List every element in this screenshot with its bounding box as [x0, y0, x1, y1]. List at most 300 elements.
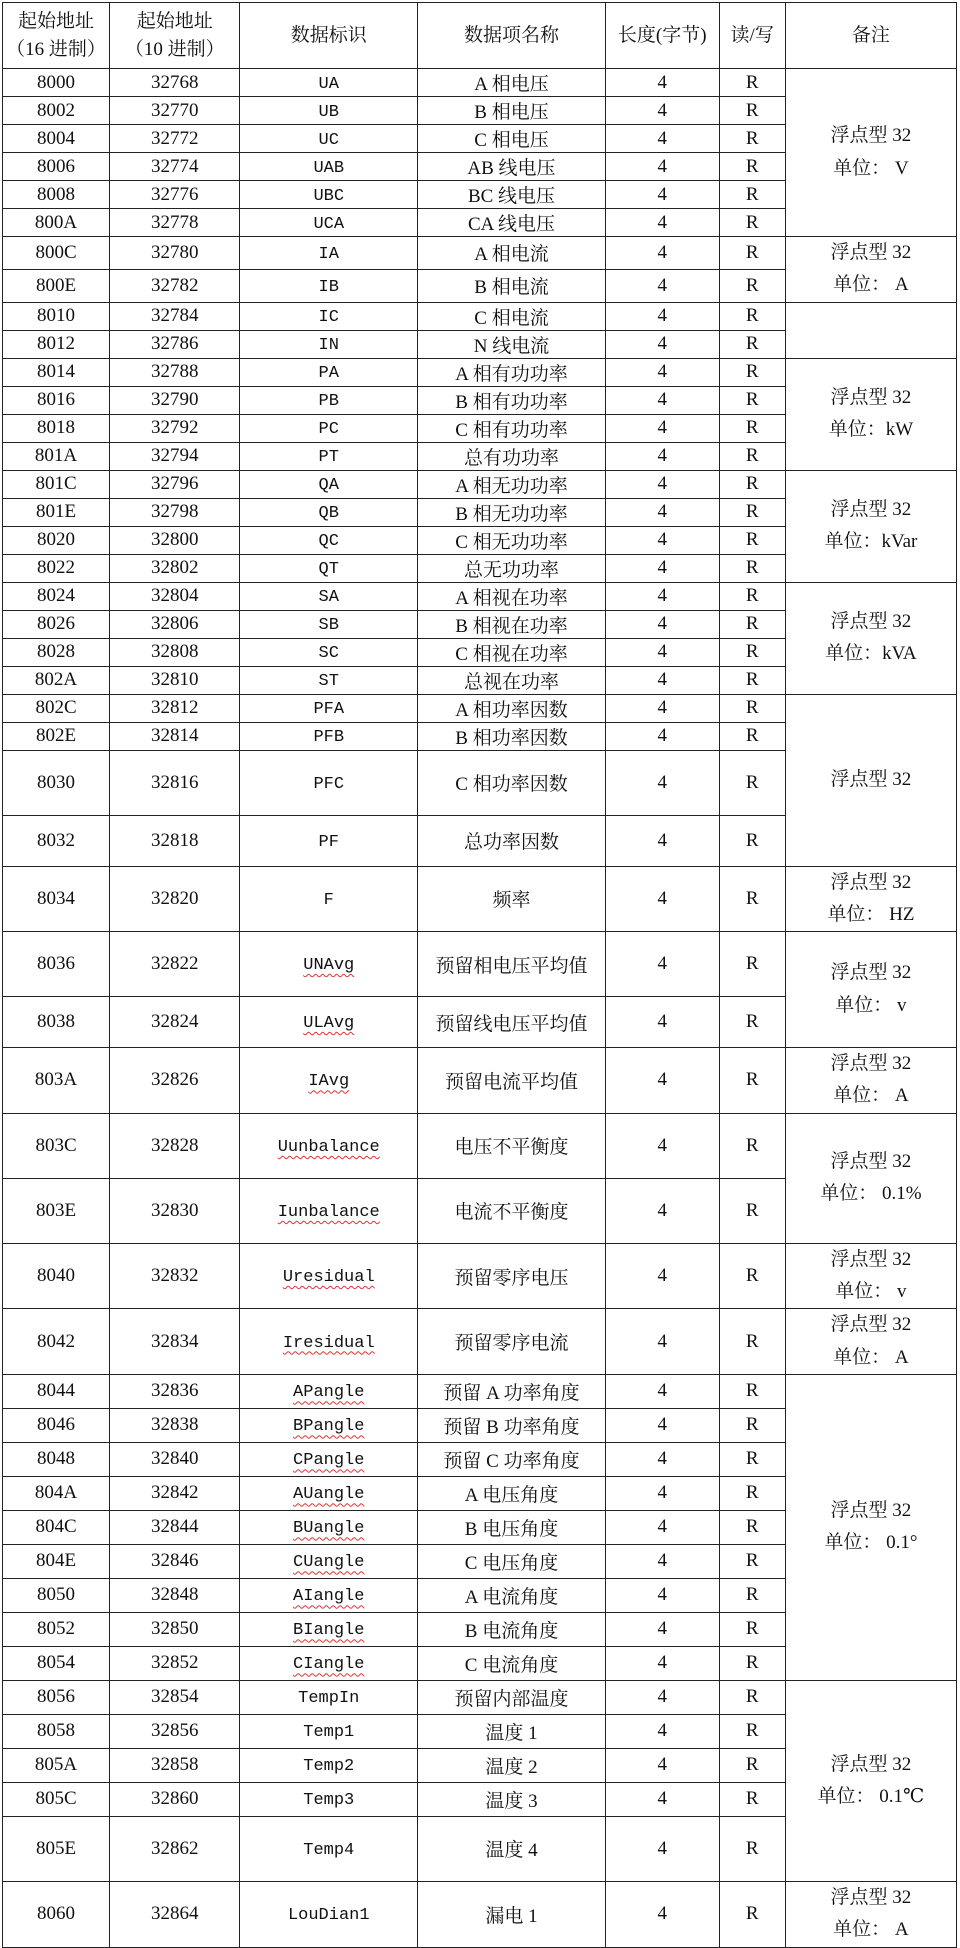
- start-address-dec: 32856: [110, 1714, 240, 1748]
- item-name: B 相无功功率: [418, 498, 606, 526]
- data-id: IA: [240, 237, 418, 270]
- remark-cell: [785, 1243, 956, 1309]
- remark-cell: [785, 866, 956, 932]
- start-address-hex: 8024: [3, 582, 110, 610]
- remark-type: 浮点型 32: [830, 962, 912, 984]
- start-address-hex: 804E: [3, 1544, 110, 1578]
- item-name: 总无功功率: [418, 554, 606, 582]
- item-name: 预留相电压平均值: [418, 932, 606, 997]
- header-remark: 备注: [785, 3, 956, 69]
- remark-cell: [785, 1680, 956, 1881]
- read-write: R: [719, 97, 785, 125]
- start-address-dec: 32804: [110, 582, 240, 610]
- item-name: 预留线电压平均值: [418, 997, 606, 1048]
- start-address-dec: 32810: [110, 666, 240, 694]
- remark-type: 浮点型 32: [830, 242, 912, 263]
- start-address-dec: 32862: [110, 1816, 240, 1881]
- remark-cell: [785, 470, 956, 582]
- register-map-table: [2, 2, 957, 1948]
- table-row: [3, 470, 957, 498]
- length-bytes: 4: [605, 1714, 719, 1748]
- length-bytes: 4: [605, 666, 719, 694]
- data-id: CPangle: [240, 1442, 418, 1476]
- start-address-dec: 32780: [110, 237, 240, 270]
- data-id: UBC: [240, 181, 418, 209]
- remark-type: 浮点型 32: [830, 125, 912, 147]
- start-address-hex: 8002: [3, 97, 110, 125]
- start-address-dec: 32864: [110, 1881, 240, 1947]
- data-id: PFC: [240, 750, 418, 815]
- read-write: R: [719, 1748, 785, 1782]
- start-address-hex: 8038: [3, 997, 110, 1048]
- length-bytes: 4: [605, 125, 719, 153]
- data-id: QB: [240, 498, 418, 526]
- item-name: B 电流角度: [418, 1612, 606, 1646]
- start-address-dec: 32824: [110, 997, 240, 1048]
- start-address-dec: 32792: [110, 414, 240, 442]
- start-address-hex: 801E: [3, 498, 110, 526]
- remark-type: 浮点型 32: [830, 1248, 912, 1270]
- start-address-hex: 8000: [3, 69, 110, 97]
- item-name: 预留零序电流: [418, 1309, 606, 1375]
- start-address-dec: 32838: [110, 1408, 240, 1442]
- data-id: IAvg: [240, 1048, 418, 1114]
- remark-cell: [785, 694, 956, 866]
- table-row: [3, 1243, 957, 1309]
- read-write: R: [719, 153, 785, 181]
- item-name: AB 线电压: [418, 153, 606, 181]
- start-address-dec: 32834: [110, 1309, 240, 1375]
- item-name: A 电压角度: [418, 1476, 606, 1510]
- start-address-dec: 32800: [110, 526, 240, 554]
- data-id: SA: [240, 582, 418, 610]
- item-name: B 相电流: [418, 269, 606, 302]
- remark-unit: 单位： 0.1℃: [817, 1785, 925, 1807]
- length-bytes: 4: [605, 1309, 719, 1375]
- item-name: 温度 4: [418, 1816, 606, 1881]
- start-address-hex: 8022: [3, 554, 110, 582]
- remark-unit: 单位：kW: [828, 419, 914, 441]
- data-id: PF: [240, 815, 418, 866]
- data-id: Temp2: [240, 1748, 418, 1782]
- length-bytes: 4: [605, 1510, 719, 1544]
- start-address-hex: 8036: [3, 932, 110, 997]
- start-address-hex: 8018: [3, 414, 110, 442]
- remark-cell: [785, 237, 956, 303]
- start-address-hex: 8060: [3, 1881, 110, 1947]
- item-name: 电流不平衡度: [418, 1178, 606, 1243]
- data-id: IB: [240, 269, 418, 302]
- item-name: BC 线电压: [418, 181, 606, 209]
- start-address-hex: 801C: [3, 470, 110, 498]
- remark-type: 浮点型 32: [830, 386, 912, 408]
- length-bytes: 4: [605, 470, 719, 498]
- start-address-dec: 32774: [110, 153, 240, 181]
- header-start-address-dec: 起始地址 （10 进制）: [110, 3, 240, 69]
- start-address-hex: 8008: [3, 181, 110, 209]
- item-name: B 电压角度: [418, 1510, 606, 1544]
- data-id: UAB: [240, 153, 418, 181]
- length-bytes: 4: [605, 866, 719, 932]
- length-bytes: 4: [605, 932, 719, 997]
- start-address-hex: 803E: [3, 1178, 110, 1243]
- table-row: [3, 932, 957, 997]
- read-write: R: [719, 815, 785, 866]
- length-bytes: 4: [605, 554, 719, 582]
- header-start-address-hex: 起始地址 （16 进制）: [3, 3, 110, 69]
- item-name: B 相视在功率: [418, 610, 606, 638]
- start-address-hex: 8048: [3, 1442, 110, 1476]
- read-write: R: [719, 997, 785, 1048]
- item-name: B 相功率因数: [418, 722, 606, 750]
- item-name: 预留内部温度: [418, 1680, 606, 1714]
- item-name: B 相有功功率: [418, 386, 606, 414]
- data-id: APangle: [240, 1374, 418, 1408]
- item-name: CA 线电压: [418, 209, 606, 237]
- remark-cell: [785, 1309, 956, 1375]
- start-address-hex: 804A: [3, 1476, 110, 1510]
- data-id: SC: [240, 638, 418, 666]
- start-address-hex: 804C: [3, 1510, 110, 1544]
- read-write: R: [719, 666, 785, 694]
- remark-unit: 单位： v: [835, 1281, 907, 1303]
- data-id: Iunbalance: [240, 1178, 418, 1243]
- read-write: R: [719, 932, 785, 997]
- length-bytes: 4: [605, 694, 719, 722]
- remark-unit: 单位： v: [835, 994, 907, 1016]
- length-bytes: 4: [605, 330, 719, 358]
- start-address-hex: 803A: [3, 1048, 110, 1114]
- read-write: R: [719, 414, 785, 442]
- table-row: [3, 866, 957, 932]
- length-bytes: 4: [605, 414, 719, 442]
- start-address-hex: 8010: [3, 302, 110, 330]
- start-address-dec: 32786: [110, 330, 240, 358]
- table-row: [3, 1113, 957, 1178]
- start-address-hex: 802E: [3, 722, 110, 750]
- length-bytes: 4: [605, 815, 719, 866]
- read-write: R: [719, 1782, 785, 1816]
- data-id: SB: [240, 610, 418, 638]
- item-name: 预留电流平均值: [418, 1048, 606, 1114]
- start-address-hex: 8044: [3, 1374, 110, 1408]
- start-address-hex: 8050: [3, 1578, 110, 1612]
- header-item-name: 数据项名称: [418, 3, 606, 69]
- start-address-hex: 8004: [3, 125, 110, 153]
- read-write: R: [719, 386, 785, 414]
- remark-type: 浮点型 32: [830, 1314, 912, 1336]
- data-id: CIangle: [240, 1646, 418, 1680]
- read-write: R: [719, 1544, 785, 1578]
- read-write: R: [719, 1374, 785, 1408]
- remark-unit: 单位： A: [833, 1085, 909, 1107]
- remark-unit: 单位： A: [833, 1919, 909, 1941]
- length-bytes: 4: [605, 153, 719, 181]
- length-bytes: 4: [605, 1243, 719, 1309]
- remark-unit: 单位： HZ: [827, 903, 915, 925]
- length-bytes: 4: [605, 209, 719, 237]
- data-id: Iresidual: [240, 1309, 418, 1375]
- read-write: R: [719, 269, 785, 302]
- start-address-hex: 805C: [3, 1782, 110, 1816]
- remark-unit: 单位： A: [833, 274, 909, 296]
- start-address-dec: 32796: [110, 470, 240, 498]
- read-write: R: [719, 722, 785, 750]
- length-bytes: 4: [605, 1782, 719, 1816]
- item-name: C 相功率因数: [418, 750, 606, 815]
- item-name: A 相视在功率: [418, 582, 606, 610]
- length-bytes: 4: [605, 237, 719, 270]
- item-name: 频率: [418, 866, 606, 932]
- item-name: 预留零序电压: [418, 1243, 606, 1309]
- item-name: 总视在功率: [418, 666, 606, 694]
- start-address-hex: 800E: [3, 269, 110, 302]
- item-name: A 电流角度: [418, 1578, 606, 1612]
- length-bytes: 4: [605, 181, 719, 209]
- read-write: R: [719, 1714, 785, 1748]
- data-id: UCA: [240, 209, 418, 237]
- length-bytes: 4: [605, 1748, 719, 1782]
- item-name: 预留 C 功率角度: [418, 1442, 606, 1476]
- start-address-dec: 32822: [110, 932, 240, 997]
- start-address-hex: 8014: [3, 358, 110, 386]
- read-write: R: [719, 470, 785, 498]
- read-write: R: [719, 1113, 785, 1178]
- data-id: LouDian1: [240, 1881, 418, 1947]
- start-address-hex: 8056: [3, 1680, 110, 1714]
- start-address-hex: 8016: [3, 386, 110, 414]
- data-id: QT: [240, 554, 418, 582]
- item-name: 预留 A 功率角度: [418, 1374, 606, 1408]
- read-write: R: [719, 866, 785, 932]
- start-address-dec: 32840: [110, 1442, 240, 1476]
- start-address-hex: 8052: [3, 1612, 110, 1646]
- start-address-dec: 32802: [110, 554, 240, 582]
- read-write: R: [719, 1048, 785, 1114]
- remark-type: 浮点型 32: [830, 871, 912, 893]
- remark-type: 浮点型 32: [830, 768, 912, 790]
- read-write: R: [719, 330, 785, 358]
- start-address-hex: 8030: [3, 750, 110, 815]
- data-id: UA: [240, 69, 418, 97]
- start-address-hex: 8046: [3, 1408, 110, 1442]
- header-data-id: 数据标识: [240, 3, 418, 69]
- item-name: B 相电压: [418, 97, 606, 125]
- length-bytes: 4: [605, 526, 719, 554]
- data-id: ULAvg: [240, 997, 418, 1048]
- item-name: A 相电压: [418, 69, 606, 97]
- remark-cell: [785, 932, 956, 1048]
- start-address-hex: 8006: [3, 153, 110, 181]
- read-write: R: [719, 610, 785, 638]
- length-bytes: 4: [605, 1544, 719, 1578]
- start-address-dec: 32846: [110, 1544, 240, 1578]
- length-bytes: 4: [605, 1408, 719, 1442]
- item-name: 预留 B 功率角度: [418, 1408, 606, 1442]
- table-row: [3, 302, 957, 330]
- start-address-dec: 32852: [110, 1646, 240, 1680]
- start-address-dec: 32784: [110, 302, 240, 330]
- length-bytes: 4: [605, 442, 719, 470]
- remark-unit: 单位： 0.1%: [820, 1183, 922, 1205]
- read-write: R: [719, 750, 785, 815]
- read-write: R: [719, 358, 785, 386]
- start-address-dec: 32778: [110, 209, 240, 237]
- start-address-dec: 32848: [110, 1578, 240, 1612]
- header-row: [3, 3, 957, 69]
- start-address-dec: 32828: [110, 1113, 240, 1178]
- item-name: 温度 3: [418, 1782, 606, 1816]
- table-row: [3, 582, 957, 610]
- table-row: [3, 1881, 957, 1947]
- remark-unit: 单位： 0.1°: [824, 1532, 918, 1554]
- length-bytes: 4: [605, 1476, 719, 1510]
- data-id: Temp3: [240, 1782, 418, 1816]
- item-name: A 相无功功率: [418, 470, 606, 498]
- table-row: [3, 1680, 957, 1714]
- data-id: AIangle: [240, 1578, 418, 1612]
- item-name: 漏电 1: [418, 1881, 606, 1947]
- read-write: R: [719, 237, 785, 270]
- data-id: TempIn: [240, 1680, 418, 1714]
- remark-unit: 单位：kVA: [825, 643, 917, 665]
- length-bytes: 4: [605, 1048, 719, 1114]
- start-address-hex: 8028: [3, 638, 110, 666]
- start-address-hex: 8032: [3, 815, 110, 866]
- length-bytes: 4: [605, 1178, 719, 1243]
- remark-cell: [785, 69, 956, 237]
- table-row: [3, 1048, 957, 1114]
- start-address-hex: 8040: [3, 1243, 110, 1309]
- read-write: R: [719, 442, 785, 470]
- start-address-dec: 32772: [110, 125, 240, 153]
- start-address-dec: 32850: [110, 1612, 240, 1646]
- item-name: C 相电压: [418, 125, 606, 153]
- start-address-dec: 32854: [110, 1680, 240, 1714]
- data-id: PFB: [240, 722, 418, 750]
- item-name: C 相视在功率: [418, 638, 606, 666]
- length-bytes: 4: [605, 1680, 719, 1714]
- header-read-write: 读/写: [719, 3, 785, 69]
- read-write: R: [719, 1408, 785, 1442]
- read-write: R: [719, 209, 785, 237]
- start-address-dec: 32798: [110, 498, 240, 526]
- remark-cell: [785, 1048, 956, 1114]
- data-id: UNAvg: [240, 932, 418, 997]
- read-write: R: [719, 1178, 785, 1243]
- read-write: R: [719, 1680, 785, 1714]
- item-name: 温度 2: [418, 1748, 606, 1782]
- start-address-hex: 805A: [3, 1748, 110, 1782]
- start-address-dec: 32842: [110, 1476, 240, 1510]
- read-write: R: [719, 1646, 785, 1680]
- start-address-dec: 32836: [110, 1374, 240, 1408]
- table-row: [3, 237, 957, 270]
- read-write: R: [719, 526, 785, 554]
- read-write: R: [719, 582, 785, 610]
- remark-type: 浮点型 32: [830, 1753, 912, 1775]
- start-address-dec: 32770: [110, 97, 240, 125]
- data-id: PB: [240, 386, 418, 414]
- start-address-dec: 32820: [110, 866, 240, 932]
- data-id: Temp4: [240, 1816, 418, 1881]
- data-id: IC: [240, 302, 418, 330]
- start-address-dec: 32860: [110, 1782, 240, 1816]
- remark-type: 浮点型 32: [830, 1886, 912, 1908]
- read-write: R: [719, 1612, 785, 1646]
- remark-cell: [785, 1881, 956, 1947]
- length-bytes: 4: [605, 498, 719, 526]
- length-bytes: 4: [605, 750, 719, 815]
- data-id: CUangle: [240, 1544, 418, 1578]
- remark-cell: [785, 1113, 956, 1243]
- length-bytes: 4: [605, 722, 719, 750]
- read-write: R: [719, 1243, 785, 1309]
- start-address-hex: 802A: [3, 666, 110, 694]
- table-row: [3, 1309, 957, 1375]
- start-address-dec: 32832: [110, 1243, 240, 1309]
- read-write: R: [719, 181, 785, 209]
- data-id: BUangle: [240, 1510, 418, 1544]
- item-name: C 相电流: [418, 302, 606, 330]
- table-row: [3, 1374, 957, 1408]
- start-address-hex: 801A: [3, 442, 110, 470]
- read-write: R: [719, 302, 785, 330]
- remark-cell: [785, 358, 956, 470]
- start-address-hex: 8054: [3, 1646, 110, 1680]
- length-bytes: 4: [605, 997, 719, 1048]
- data-id: BPangle: [240, 1408, 418, 1442]
- remark-type: 浮点型 32: [830, 1053, 912, 1075]
- read-write: R: [719, 638, 785, 666]
- data-id: UC: [240, 125, 418, 153]
- read-write: R: [719, 1881, 785, 1947]
- remark-type: 浮点型 32: [830, 1500, 912, 1522]
- read-write: R: [719, 125, 785, 153]
- table-row: [3, 69, 957, 97]
- data-id: UB: [240, 97, 418, 125]
- length-bytes: 4: [605, 1881, 719, 1947]
- read-write: R: [719, 554, 785, 582]
- length-bytes: 4: [605, 358, 719, 386]
- read-write: R: [719, 694, 785, 722]
- remark-type: 浮点型 32: [830, 610, 912, 632]
- remark-unit: 单位：kVar: [824, 531, 918, 553]
- item-name: A 相电流: [418, 237, 606, 270]
- read-write: R: [719, 498, 785, 526]
- length-bytes: 4: [605, 638, 719, 666]
- start-address-hex: 800C: [3, 237, 110, 270]
- item-name: 总有功功率: [418, 442, 606, 470]
- header-length: 长度(字节): [605, 3, 719, 69]
- data-id: IN: [240, 330, 418, 358]
- item-name: C 相无功功率: [418, 526, 606, 554]
- data-id: BIangle: [240, 1612, 418, 1646]
- start-address-hex: 8012: [3, 330, 110, 358]
- data-id: AUangle: [240, 1476, 418, 1510]
- start-address-dec: 32794: [110, 442, 240, 470]
- data-id: QC: [240, 526, 418, 554]
- remark-cell: [785, 302, 956, 358]
- item-name: C 电压角度: [418, 1544, 606, 1578]
- start-address-dec: 32844: [110, 1510, 240, 1544]
- data-id: PFA: [240, 694, 418, 722]
- data-id: F: [240, 866, 418, 932]
- start-address-dec: 32826: [110, 1048, 240, 1114]
- length-bytes: 4: [605, 1113, 719, 1178]
- start-address-hex: 8020: [3, 526, 110, 554]
- start-address-hex: 8058: [3, 1714, 110, 1748]
